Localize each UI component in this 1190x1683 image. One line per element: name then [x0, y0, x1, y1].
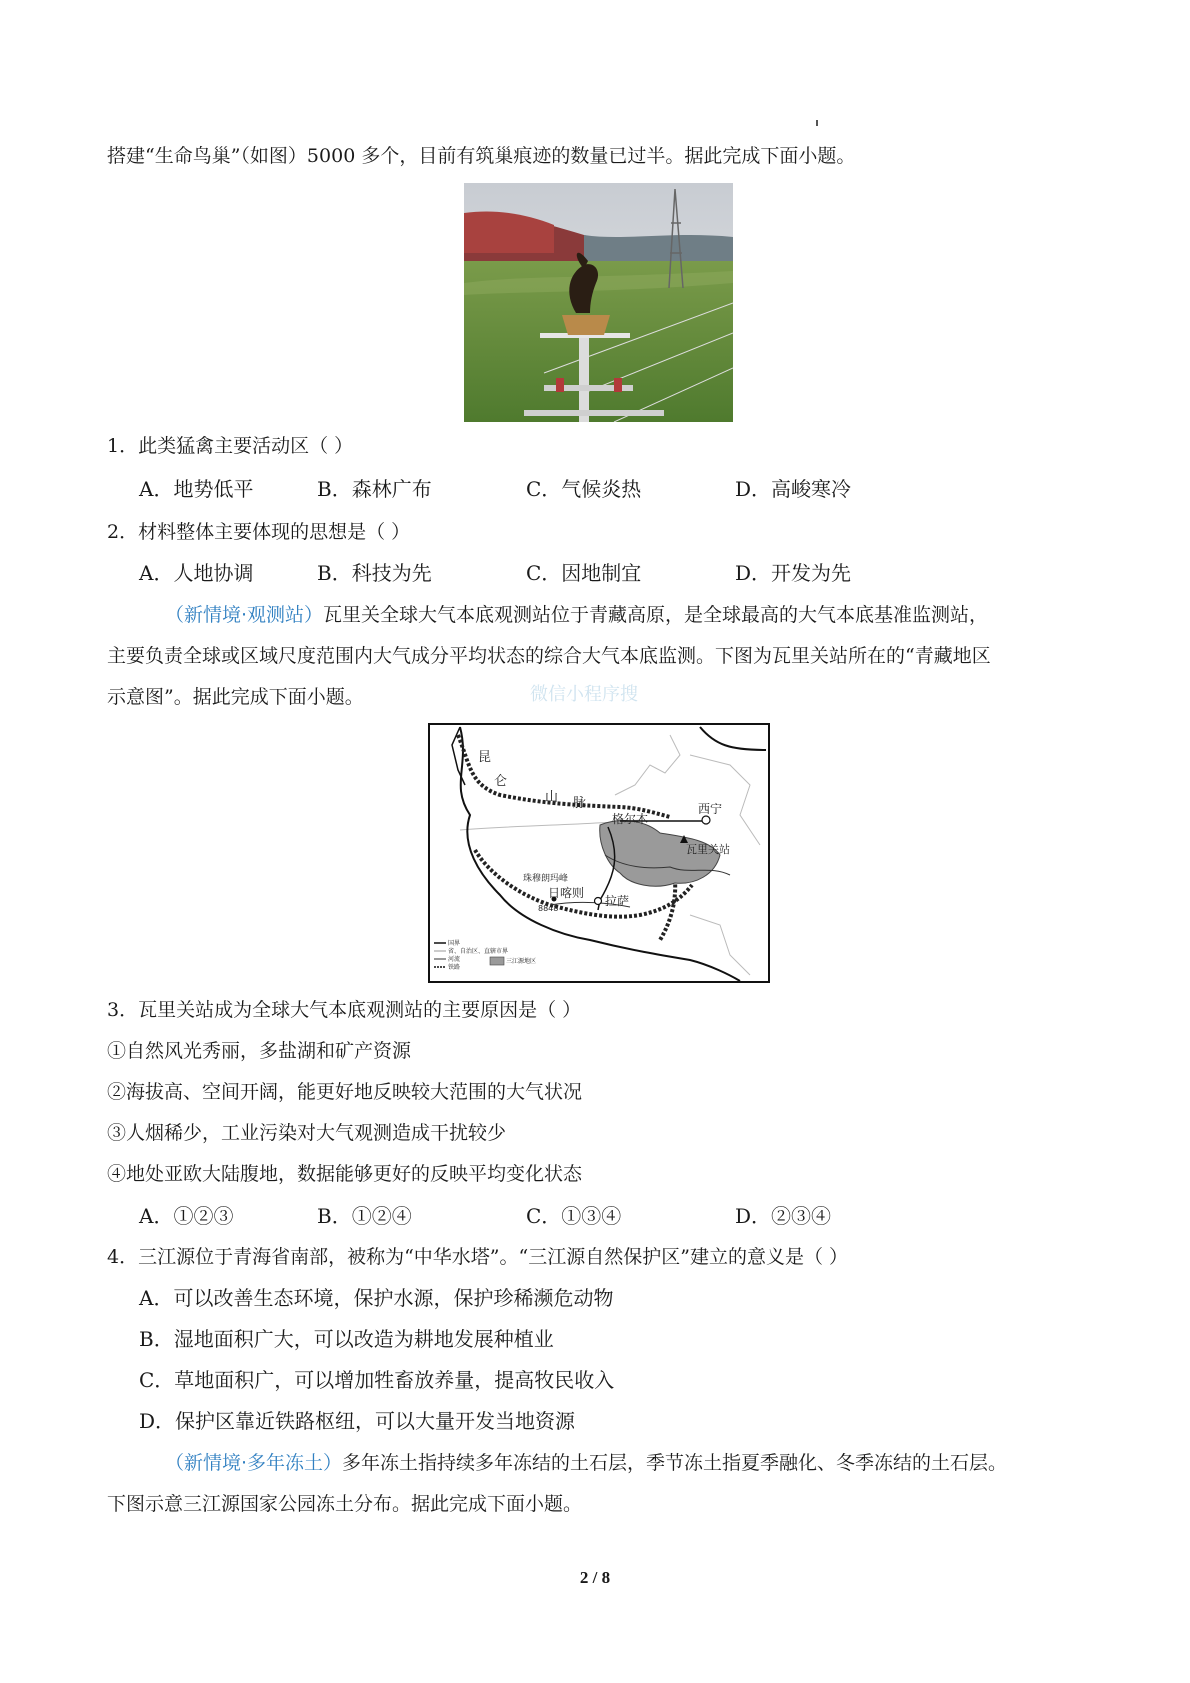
q2-option-a[interactable]: A．人地协调: [139, 561, 254, 585]
passage2-tag: （新情境·观测站）: [165, 604, 324, 626]
q2-stem: 2．材料整体主要体现的思想是（ ）: [107, 521, 411, 543]
map-label-mai: 脉: [573, 796, 587, 811]
map-label-geermu: 格尔木: [612, 812, 649, 826]
q2-option-d[interactable]: D．开发为先: [735, 561, 852, 585]
q1-option-c[interactable]: C．气候炎热: [526, 477, 642, 501]
legend-sanjiangyuan: 三江源地区: [506, 958, 537, 965]
intro-line: 搭建“生命鸟巢”（如图）5000 多个，目前有筑巢痕迹的数量已过半。据此完成下面小题。: [107, 145, 856, 167]
page-number: 2 / 8: [579, 1568, 611, 1587]
legend-railway: 铁路: [448, 964, 461, 971]
passage3-tag: （新情境·多年冻土）: [165, 1452, 343, 1474]
qinghai-tibet-map: [428, 723, 770, 983]
passage3-line1: [165, 1450, 1007, 1476]
map-label-everest-height: 8848: [538, 904, 559, 913]
map-label-rikaze: 日喀则: [548, 886, 585, 900]
q3-item-4: ④地处亚欧大陆腹地，数据能够更好的反映平均变化状态: [107, 1163, 583, 1185]
q3-option-c[interactable]: C．①③④: [526, 1204, 622, 1228]
map-label-lasa: 拉萨: [605, 894, 630, 908]
passage2-text1: 瓦里关全球大气本底观测站位于青藏高原，是全球最高的大气本底基准监测站，: [323, 604, 989, 626]
map-label-everest: 珠穆朗玛峰: [523, 874, 569, 884]
q4-stem: 4．三江源位于青海省南部，被称为“中华水塔”。“三江源自然保护区”建立的意义是（ ）: [107, 1246, 848, 1268]
legend-river: 河流: [448, 956, 461, 963]
q1-option-b[interactable]: B．森林广布: [317, 477, 432, 501]
q4-option-d[interactable]: D．保护区靠近铁路枢纽，可以大量开发当地资源: [139, 1409, 576, 1433]
q3-option-a[interactable]: A．①②③: [139, 1204, 234, 1228]
passage2-line2: 主要负责全球或区域尺度范围内大气成分平均状态的综合大气本底监测。下图为瓦里关站所在的“青藏地区: [107, 645, 991, 667]
passage2-line1: [165, 602, 988, 628]
q1-option-a[interactable]: A．地势低平: [139, 477, 254, 501]
q3-item-3: ③人烟稀少，工业污染对大气观测造成干扰较少: [107, 1122, 507, 1144]
map-label-shan: 山: [545, 790, 559, 805]
lasa-circle-city-icon: [595, 898, 602, 905]
q2-option-c[interactable]: C．因地制宜: [526, 561, 642, 585]
q4-option-b[interactable]: B．湿地面积广大，可以改造为耕地发展种植业: [139, 1327, 554, 1351]
q4-option-c[interactable]: C．草地面积广，可以增加牲畜放养量，提高牧民收入: [139, 1368, 615, 1392]
xining-circle-city-icon: [702, 816, 710, 824]
q2-option-b[interactable]: B．科技为先: [317, 561, 432, 585]
passage3-text1: 多年冻土指持续多年冻结的土石层，季节冻土指夏季融化、冬季冻结的土石层。: [342, 1452, 1008, 1474]
map-legend: [434, 939, 536, 971]
q3-option-b[interactable]: B．①②④: [317, 1204, 412, 1228]
q3-item-1: ①自然风光秀丽，多盐湖和矿产资源: [107, 1040, 412, 1062]
q1-option-d[interactable]: D．高峻寒冷: [735, 477, 852, 501]
q3-stem: 3．瓦里关站成为全球大气本底观测站的主要原因是（ ）: [107, 999, 582, 1021]
legend-national-border: 国界: [448, 940, 461, 947]
watermark: 微信小程序搜: [530, 684, 638, 705]
passage3-line2: 下图示意三江源国家公园冻土分布。据此完成下面小题。: [107, 1493, 583, 1515]
q1-stem: 1．此类猛禽主要活动区（ ）: [107, 435, 354, 457]
eagle-nest-photo: [464, 183, 733, 422]
map-label-xining: 西宁: [698, 802, 723, 816]
passage2-line3: 示意图”。据此完成下面小题。: [107, 686, 364, 708]
q3-item-2: ②海拔高、空间开阔，能更好地反映较大范围的大气状况: [107, 1081, 583, 1103]
map-label-kun: 昆: [478, 750, 492, 765]
legend-province-border: 省、自治区、直辖市界: [448, 948, 509, 955]
q4-option-a[interactable]: A．可以改善生态环境，保护水源，保护珍稀濒危动物: [139, 1286, 614, 1310]
map-label-waliguan: 瓦里关站: [686, 843, 730, 856]
stray-mark: [816, 120, 818, 126]
q3-option-d[interactable]: D．②③④: [735, 1204, 832, 1228]
map-label-lun: 仑: [494, 774, 508, 789]
